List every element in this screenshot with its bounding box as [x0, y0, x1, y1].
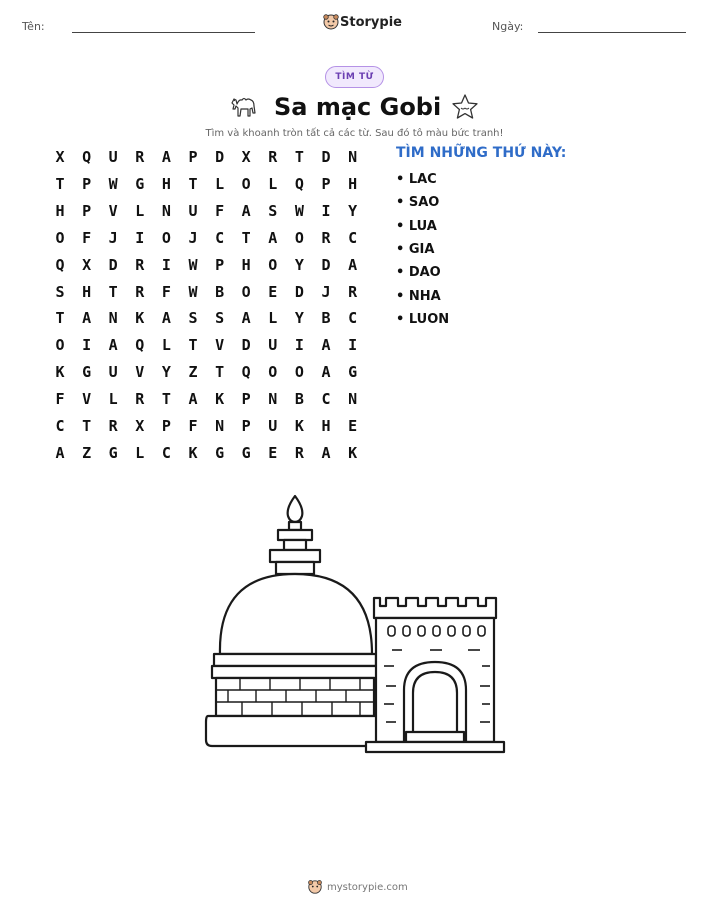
grid-letter[interactable]: T	[294, 148, 304, 166]
grid-letter[interactable]: I	[82, 336, 92, 355]
grid-letter[interactable]: I	[135, 228, 145, 247]
grid-letter[interactable]: E	[348, 417, 358, 435]
grid-letter[interactable]: A	[82, 309, 92, 328]
grid-letter[interactable]: W	[108, 174, 118, 193]
grid-letter[interactable]: L	[108, 390, 118, 409]
grid-letter[interactable]: B	[294, 390, 304, 409]
grid-letter[interactable]: A	[268, 228, 278, 247]
word-list-item: • LUON	[396, 311, 450, 327]
grid-letter[interactable]: A	[188, 390, 198, 409]
grid-letter[interactable]: L	[268, 174, 278, 193]
page-title: Sa mạc Gobi	[274, 93, 442, 121]
grid-letter[interactable]: T	[215, 363, 225, 382]
grid-letter[interactable]: N	[348, 148, 358, 166]
grid-letter[interactable]: U	[108, 148, 118, 166]
grid-letter[interactable]: Z	[82, 443, 92, 462]
grid-letter[interactable]: K	[188, 443, 198, 462]
grid-letter[interactable]: S	[268, 201, 278, 220]
date-field[interactable]	[538, 32, 686, 33]
grid-letter[interactable]: Q	[135, 336, 145, 355]
word-list-title: TÌM NHỮNG THỨ NÀY:	[396, 145, 567, 161]
grid-letter[interactable]: A	[241, 309, 251, 328]
grid-letter[interactable]: A	[321, 363, 331, 382]
brand-name: Storypie	[340, 15, 402, 30]
name-field[interactable]	[72, 32, 255, 33]
grid-letter[interactable]: O	[161, 228, 171, 247]
grid-letter[interactable]: F	[215, 201, 225, 220]
word-list-item: • LUA	[396, 218, 437, 234]
grid-letter[interactable]: H	[161, 174, 171, 193]
storypie-mascot-icon	[322, 13, 340, 31]
grid-letter[interactable]: A	[241, 201, 251, 220]
grid-letter[interactable]: A	[161, 148, 171, 166]
grid-letter[interactable]: C	[161, 443, 171, 462]
grid-letter[interactable]: W	[188, 255, 198, 274]
grid-letter[interactable]: R	[135, 255, 145, 274]
grid-letter[interactable]: R	[348, 282, 358, 301]
grid-letter[interactable]: A	[108, 336, 118, 355]
grid-letter[interactable]: U	[268, 417, 278, 435]
grid-letter[interactable]: Y	[348, 201, 358, 220]
grid-letter[interactable]: U	[268, 336, 278, 355]
grid-letter[interactable]: X	[135, 417, 145, 435]
storypie-mascot-icon	[307, 879, 323, 895]
word-list-item: • DAO	[396, 265, 441, 281]
grid-letter[interactable]: R	[108, 417, 118, 435]
grid-letter[interactable]: P	[215, 255, 225, 274]
grid-letter[interactable]: K	[348, 443, 358, 462]
date-label: Ngày:	[492, 20, 524, 33]
grid-letter[interactable]: D	[215, 148, 225, 166]
worksheet-type-badge: TÌM TỪ	[325, 66, 384, 88]
grid-letter[interactable]: P	[161, 417, 171, 435]
grid-letter[interactable]: O	[55, 228, 65, 247]
grid-letter[interactable]: D	[321, 148, 331, 166]
grid-letter[interactable]: R	[135, 390, 145, 409]
grid-letter[interactable]: R	[268, 148, 278, 166]
word-list-item: • LAC	[396, 172, 437, 187]
grid-letter[interactable]: O	[55, 336, 65, 355]
grid-letter[interactable]: F	[161, 282, 171, 301]
grid-letter[interactable]: P	[82, 174, 92, 193]
grid-letter[interactable]: J	[321, 282, 331, 301]
grid-letter[interactable]: O	[268, 363, 278, 382]
grid-letter[interactable]: I	[294, 336, 304, 355]
grid-letter[interactable]: Q	[241, 363, 251, 382]
grid-letter[interactable]: V	[135, 363, 145, 382]
grid-letter[interactable]: P	[241, 390, 251, 409]
grid-letter[interactable]: S	[215, 309, 225, 328]
grid-letter[interactable]: A	[161, 309, 171, 328]
grid-letter[interactable]: T	[55, 174, 65, 193]
grid-letter[interactable]: F	[55, 390, 65, 409]
grid-letter[interactable]: S	[55, 282, 65, 301]
grid-letter[interactable]: P	[188, 148, 198, 166]
grid-letter[interactable]: L	[161, 336, 171, 355]
grid-letter[interactable]: N	[348, 390, 358, 409]
grid-letter[interactable]: H	[82, 282, 92, 301]
grid-letter[interactable]: F	[188, 417, 198, 435]
grid-letter[interactable]: Z	[188, 363, 198, 382]
grid-letter[interactable]: G	[215, 443, 225, 462]
grid-letter[interactable]: I	[348, 336, 358, 355]
grid-letter[interactable]: W	[188, 282, 198, 301]
grid-letter[interactable]: J	[108, 228, 118, 247]
grid-letter[interactable]: A	[55, 443, 65, 462]
footer-url[interactable]: mystorypie.com	[327, 882, 408, 893]
grid-letter[interactable]: A	[348, 255, 358, 274]
grid-letter[interactable]: H	[348, 174, 358, 193]
grid-letter[interactable]: N	[108, 309, 118, 328]
grid-letter[interactable]: B	[321, 309, 331, 328]
grid-letter[interactable]: E	[268, 282, 278, 301]
grid-letter[interactable]: L	[268, 309, 278, 328]
star-icon	[450, 92, 480, 122]
instructions: Tìm và khoanh tròn tất cả các từ. Sau đó tô màu bức tranh!	[205, 128, 504, 139]
grid-letter[interactable]: P	[321, 174, 331, 193]
grid-letter[interactable]: X	[241, 148, 251, 166]
grid-letter[interactable]: U	[108, 363, 118, 382]
grid-letter[interactable]: W	[294, 201, 304, 220]
grid-letter[interactable]: T	[161, 390, 171, 409]
grid-letter[interactable]: G	[82, 363, 92, 382]
grid-letter[interactable]: G	[241, 443, 251, 462]
grid-letter[interactable]: T	[188, 336, 198, 355]
grid-letter[interactable]: Y	[294, 309, 304, 328]
grid-letter[interactable]: N	[268, 390, 278, 409]
grid-letter[interactable]: T	[108, 282, 118, 301]
grid-letter[interactable]: N	[215, 417, 225, 435]
grid-letter[interactable]: C	[55, 417, 65, 435]
grid-letter[interactable]: S	[188, 309, 198, 328]
grid-letter[interactable]: G	[348, 363, 358, 382]
grid-letter[interactable]: R	[135, 148, 145, 166]
grid-letter[interactable]: K	[135, 309, 145, 328]
gobi-landmark-illustration	[200, 490, 510, 760]
grid-letter[interactable]: C	[348, 309, 358, 328]
grid-letter[interactable]: D	[321, 255, 331, 274]
grid-letter[interactable]: G	[135, 174, 145, 193]
grid-letter[interactable]: C	[215, 228, 225, 247]
grid-letter[interactable]: Y	[294, 255, 304, 274]
grid-letter[interactable]: X	[82, 255, 92, 274]
grid-letter[interactable]: C	[321, 390, 331, 409]
grid-letter[interactable]: P	[241, 417, 251, 435]
word-list-item: • SAO	[396, 195, 440, 211]
word-list-item: • GIA	[396, 241, 435, 257]
grid-letter[interactable]: R	[294, 443, 304, 462]
grid-letter[interactable]: D	[241, 336, 251, 355]
grid-letter[interactable]: Q	[55, 255, 65, 274]
grid-letter[interactable]: D	[108, 255, 118, 274]
grid-letter[interactable]: J	[188, 228, 198, 247]
grid-letter[interactable]: Q	[82, 148, 92, 166]
grid-letter[interactable]: O	[294, 363, 304, 382]
grid-letter[interactable]: B	[215, 282, 225, 301]
grid-letter[interactable]: K	[294, 417, 304, 435]
grid-letter[interactable]: X	[55, 148, 65, 166]
grid-letter[interactable]: T	[188, 174, 198, 193]
grid-letter[interactable]: R	[135, 282, 145, 301]
grid-letter[interactable]: T	[241, 228, 251, 247]
grid-letter[interactable]: P	[82, 201, 92, 220]
grid-letter[interactable]: I	[161, 255, 171, 274]
grid-letter[interactable]: O	[268, 255, 278, 274]
word-list-item: • NHA	[396, 288, 441, 304]
grid-letter[interactable]: O	[294, 228, 304, 247]
grid-letter[interactable]: H	[55, 201, 65, 220]
grid-letter[interactable]: T	[55, 309, 65, 328]
grid-letter[interactable]: Y	[161, 363, 171, 382]
grid-letter[interactable]: O	[241, 282, 251, 301]
grid-letter[interactable]: F	[82, 228, 92, 247]
grid-letter[interactable]: H	[241, 255, 251, 274]
camel-icon	[228, 91, 260, 121]
grid-letter[interactable]: H	[321, 417, 331, 435]
grid-letter[interactable]: D	[294, 282, 304, 301]
grid-letter[interactable]: T	[82, 417, 92, 435]
name-label: Tên:	[22, 20, 45, 33]
grid-letter[interactable]: L	[215, 174, 225, 193]
grid-letter[interactable]: Q	[294, 174, 304, 193]
grid-letter[interactable]: L	[135, 201, 145, 220]
grid-letter[interactable]: K	[55, 363, 65, 382]
grid-letter[interactable]: A	[321, 443, 331, 462]
grid-letter[interactable]: L	[135, 443, 145, 462]
grid-letter[interactable]: I	[321, 201, 331, 220]
grid-letter[interactable]: N	[161, 201, 171, 220]
grid-letter[interactable]: V	[108, 201, 118, 220]
grid-letter[interactable]: A	[321, 336, 331, 355]
grid-letter[interactable]: K	[215, 390, 225, 409]
grid-letter[interactable]: O	[241, 174, 251, 193]
grid-letter[interactable]: G	[108, 443, 118, 462]
grid-letter[interactable]: U	[188, 201, 198, 220]
grid-letter[interactable]: V	[82, 390, 92, 409]
grid-letter[interactable]: C	[348, 228, 358, 247]
grid-letter[interactable]: R	[321, 228, 331, 247]
grid-letter[interactable]: E	[268, 443, 278, 462]
grid-letter[interactable]: V	[215, 336, 225, 355]
